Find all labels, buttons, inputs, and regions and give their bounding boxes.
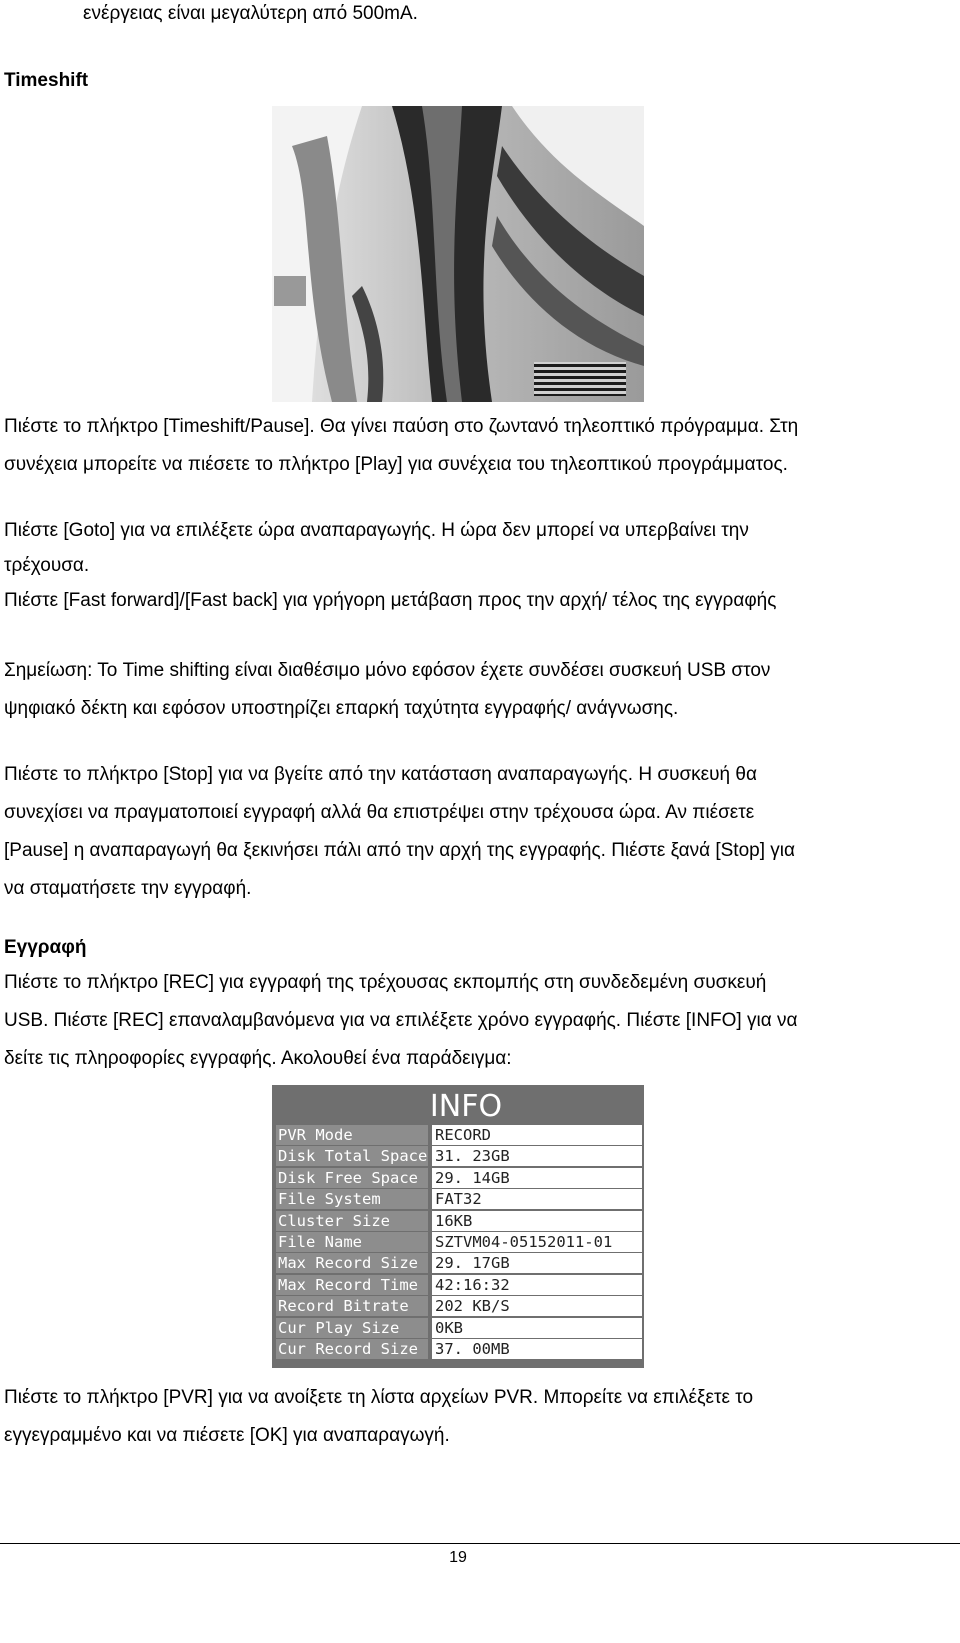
stop-paragraph (4, 756, 916, 908)
info-label: PVR Mode (276, 1125, 428, 1145)
info-value: RECORD (432, 1125, 642, 1145)
info-label: Max Record Size (276, 1253, 428, 1273)
info-table (276, 1125, 642, 1360)
page-number: 19 (449, 1549, 467, 1566)
info-label: Max Record Time (276, 1275, 428, 1295)
info-row (276, 1146, 642, 1167)
info-row (276, 1253, 642, 1274)
info-row (276, 1296, 642, 1317)
info-value: 16KB (432, 1211, 642, 1231)
fast-forward-paragraph: Πιέστε [Fast forward]/[Fast back] για γρήγορη μετάβαση προς την αρχή/ τέλος της εγγραφής (4, 590, 777, 611)
timeshift-paragraph (4, 408, 916, 484)
info-label: Record Bitrate (276, 1296, 428, 1316)
info-label: File System (276, 1189, 428, 1209)
info-row (276, 1168, 642, 1189)
timeshift-heading: Timeshift (4, 70, 89, 91)
text-line: USB. Πιέστε [REC] επαναλαμβανόμενα για να επιλέξετε χρόνο εγγραφής. Πιέστε [INFO] για να (4, 1010, 798, 1031)
info-value: 42:16:32 (432, 1275, 642, 1295)
info-screen-image (272, 1085, 644, 1368)
info-value: 0KB (432, 1318, 642, 1338)
goto-paragraph (4, 512, 916, 581)
text-line: εγγεγραμμένο και να πιέσετε [OK] για αναπαραγωγή. (4, 1425, 450, 1446)
info-row (276, 1318, 642, 1339)
info-row (276, 1275, 642, 1296)
info-value: 202 KB/S (432, 1296, 642, 1316)
info-row (276, 1189, 642, 1210)
info-label: Cur Play Size (276, 1318, 428, 1338)
info-value: FAT32 (432, 1189, 642, 1209)
info-label: Cluster Size (276, 1211, 428, 1231)
footer-divider (0, 1543, 960, 1544)
info-value: 29. 14GB (432, 1168, 642, 1188)
info-row (276, 1211, 642, 1232)
timeshift-screenshot-image (272, 106, 644, 402)
info-value: SZTVM04-05152011-01 (432, 1232, 642, 1252)
text-line: Πιέστε το πλήκτρο [Stop] για να βγείτε από την κατάσταση αναπαραγωγής. Η συσκευή θα (4, 764, 757, 785)
pvr-paragraph (4, 1379, 916, 1455)
text-line: τρέχουσα. (4, 555, 90, 576)
recording-paragraph (4, 964, 916, 1078)
info-row (276, 1339, 642, 1360)
text-line: Πιέστε το πλήκτρο [Timeshift/Pause]. Θα γίνει παύση στο ζωντανό τηλεοπτικό πρόγραμμα. Στη (4, 416, 799, 437)
info-title: INFO (429, 1089, 503, 1124)
text-line: να σταματήσετε την εγγραφή. (4, 878, 252, 899)
text-line: συνέχεια μπορείτε να πιέσετε το πλήκτρο [Play] για συνέχεια του τηλεοπτικού προγράμματος. (4, 454, 788, 475)
info-label: File Name (276, 1232, 428, 1252)
text-line: Πιέστε το πλήκτρο [PVR] για να ανοίξετε τη λίστα αρχείων PVR. Μπορείτε να επιλέξετε το (4, 1387, 754, 1408)
info-value: 29. 17GB (432, 1253, 642, 1273)
info-row (276, 1125, 642, 1146)
info-value: 37. 00MB (432, 1339, 642, 1359)
info-row (276, 1232, 642, 1253)
info-label: Disk Total Space (278, 1147, 428, 1166)
text-line: ψηφιακό δέκτη και εφόσον υποστηρίζει επαρκή ταχύτητα εγγραφής/ ανάγνωσης. (4, 698, 679, 719)
recording-heading: Εγγραφή (4, 937, 87, 958)
text-line: δείτε τις πληροφορίες εγγραφής. Ακολουθεί ένα παράδειγμα: (4, 1048, 512, 1069)
continuation-text: ενέργειας είναι μεγαλύτερη από 500mA. (83, 3, 418, 24)
text-line: Πιέστε το πλήκτρο [REC] για εγγραφή της τρέχουσας εκπομπής στη συνδεδεμένη συσκευή (4, 972, 767, 993)
note-paragraph (4, 652, 916, 728)
text-line: Σημείωση: Το Time shifting είναι διαθέσιμο μόνο εφόσον έχετε συνδέσει συσκευή USB στον (4, 660, 771, 681)
text-line: συνεχίσει να πραγματοποιεί εγγραφή αλλά θα επιστρέψει στην τρέχουσα ώρα. Αν πιέσετε (4, 802, 755, 823)
info-value: 31. 23GB (432, 1146, 642, 1166)
text-line: Πιέστε [Goto] για να επιλέξετε ώρα αναπαραγωγής. Η ώρα δεν μπορεί να υπερβαίνει την (4, 520, 749, 541)
info-label: Disk Free Space (276, 1168, 428, 1188)
info-label: Cur Record Size (276, 1339, 428, 1359)
text-line: [Pause] η αναπαραγωγή θα ξεκινήσει πάλι από την αρχή της εγγραφής. Πιέστε ξανά [Stop] για (4, 840, 795, 861)
